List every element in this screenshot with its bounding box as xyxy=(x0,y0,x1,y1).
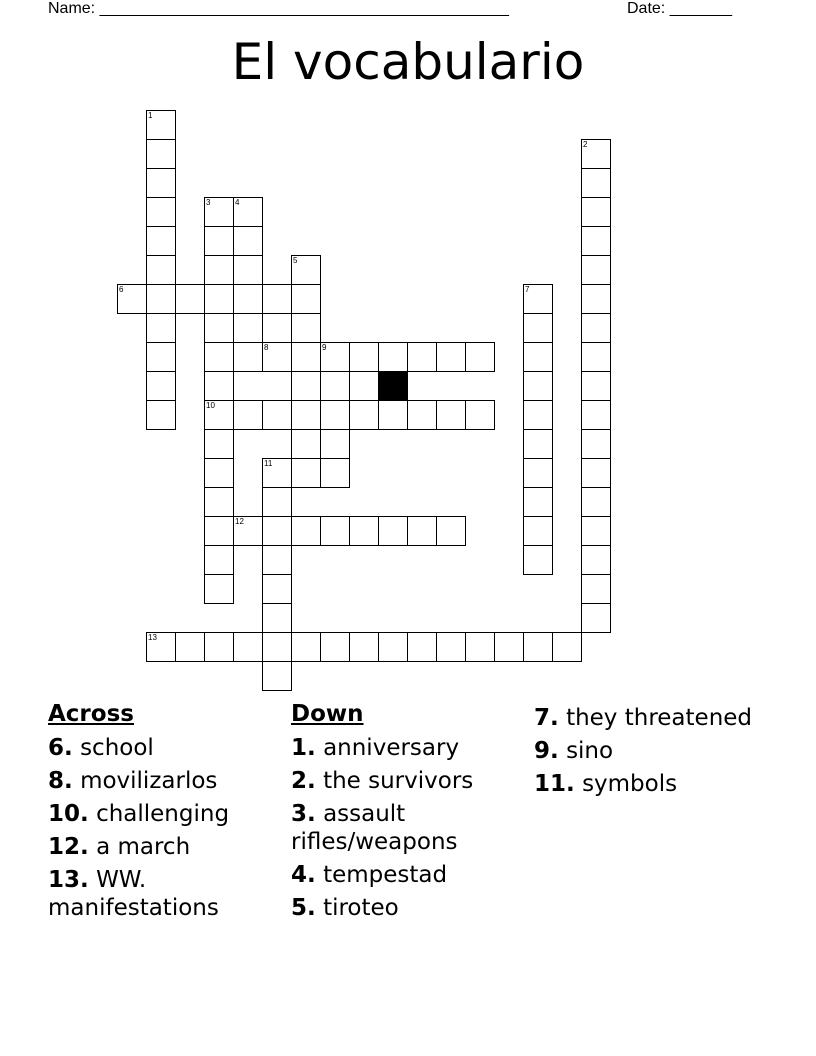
grid-cell[interactable] xyxy=(291,255,321,285)
grid-cell[interactable] xyxy=(262,574,292,604)
grid-cell[interactable] xyxy=(436,400,466,430)
down-clue xyxy=(534,737,774,765)
grid-cell[interactable] xyxy=(581,168,611,198)
clue-number: 5. xyxy=(291,895,316,921)
grid-cell[interactable] xyxy=(204,574,234,604)
grid-cell[interactable] xyxy=(233,400,263,430)
grid-cell[interactable] xyxy=(581,603,611,633)
grid-cell[interactable] xyxy=(291,458,321,488)
grid-cell[interactable] xyxy=(204,632,234,662)
across-clues xyxy=(48,700,288,927)
clue-number-label: 10 xyxy=(206,401,215,410)
grid-cell[interactable] xyxy=(204,255,234,285)
grid-cell[interactable] xyxy=(204,516,234,546)
grid-cell[interactable] xyxy=(436,516,466,546)
grid-cell[interactable] xyxy=(204,371,234,401)
grid-cell[interactable] xyxy=(204,342,234,372)
grid-cell[interactable] xyxy=(146,371,176,401)
clue-text: a march xyxy=(96,834,191,860)
grid-cell[interactable] xyxy=(523,342,553,372)
clue-text: tiroteo xyxy=(323,895,399,921)
grid-cell[interactable] xyxy=(581,284,611,314)
grid-cell[interactable] xyxy=(262,342,292,372)
black-square xyxy=(378,371,408,401)
grid-cell[interactable] xyxy=(146,168,176,198)
grid-cell[interactable] xyxy=(146,197,176,227)
grid-cell[interactable] xyxy=(436,342,466,372)
clue-number: 12. xyxy=(48,834,89,860)
clue-number-label: 9 xyxy=(322,343,327,352)
clue-number-label: 7 xyxy=(525,285,530,294)
clue-number: 9. xyxy=(534,738,559,764)
across-clue xyxy=(48,866,288,922)
grid-cell[interactable] xyxy=(436,632,466,662)
grid-cell[interactable] xyxy=(233,284,263,314)
grid-cell[interactable] xyxy=(378,342,408,372)
grid-cell[interactable] xyxy=(291,400,321,430)
grid-cell[interactable] xyxy=(233,255,263,285)
down-clue xyxy=(291,734,531,762)
clue-text: anniversary xyxy=(323,735,460,761)
grid-cell[interactable] xyxy=(407,342,437,372)
grid-cell[interactable] xyxy=(291,429,321,459)
grid-cell[interactable] xyxy=(291,284,321,314)
grid-cell[interactable] xyxy=(465,400,495,430)
grid-cell[interactable] xyxy=(523,313,553,343)
grid-cell[interactable] xyxy=(204,226,234,256)
grid-cell[interactable] xyxy=(320,371,350,401)
page-title: El vocabulario xyxy=(231,33,585,91)
grid-cell[interactable] xyxy=(465,342,495,372)
grid-cell[interactable] xyxy=(581,371,611,401)
clue-number-label: 5 xyxy=(293,256,298,265)
down-clue xyxy=(291,800,531,856)
clue-text: movilizarlos xyxy=(80,768,218,794)
grid-cell[interactable] xyxy=(233,632,263,662)
grid-cell[interactable] xyxy=(233,313,263,343)
grid-cell[interactable] xyxy=(233,226,263,256)
clue-text: sino xyxy=(566,738,614,764)
grid-cell[interactable] xyxy=(146,110,176,140)
grid-cell[interactable] xyxy=(349,516,379,546)
clue-number-label: 2 xyxy=(583,140,588,149)
grid-cell[interactable] xyxy=(175,284,205,314)
grid-cell[interactable] xyxy=(204,429,234,459)
clue-text: challenging xyxy=(96,801,230,827)
grid-cell[interactable] xyxy=(523,371,553,401)
grid-cell[interactable] xyxy=(204,197,234,227)
grid-cell[interactable] xyxy=(407,400,437,430)
clue-number: 10. xyxy=(48,801,89,827)
across-clue xyxy=(48,800,288,828)
grid-cell[interactable] xyxy=(523,487,553,517)
grid-cell[interactable] xyxy=(523,458,553,488)
date-field-label[interactable]: Date: _______ xyxy=(627,0,732,17)
down-clue xyxy=(291,861,531,889)
grid-cell[interactable] xyxy=(523,516,553,546)
grid-cell[interactable] xyxy=(581,429,611,459)
grid-cell[interactable] xyxy=(320,342,350,372)
grid-cell[interactable] xyxy=(407,516,437,546)
grid-cell[interactable] xyxy=(581,458,611,488)
clue-number: 13. xyxy=(48,867,89,893)
grid-cell[interactable] xyxy=(320,632,350,662)
clue-number: 7. xyxy=(534,705,559,731)
grid-cell[interactable] xyxy=(320,516,350,546)
clue-text: assault rifles/weapons xyxy=(291,801,458,855)
grid-cell[interactable] xyxy=(262,661,292,691)
across-clue xyxy=(48,833,288,861)
grid-cell[interactable] xyxy=(581,545,611,575)
grid-cell[interactable] xyxy=(581,255,611,285)
clue-number: 2. xyxy=(291,768,316,794)
across-heading: Across xyxy=(48,701,134,727)
grid-cell[interactable] xyxy=(581,197,611,227)
grid-cell[interactable] xyxy=(175,632,205,662)
grid-cell[interactable] xyxy=(523,632,553,662)
grid-cell[interactable] xyxy=(146,255,176,285)
down-clue xyxy=(291,767,531,795)
grid-cell[interactable] xyxy=(378,400,408,430)
clue-text: the survivors xyxy=(323,768,474,794)
grid-cell[interactable] xyxy=(581,516,611,546)
clue-number-label: 12 xyxy=(235,517,244,526)
clue-text: tempestad xyxy=(323,862,448,888)
clue-number-label: 11 xyxy=(264,459,273,468)
across-clue xyxy=(48,767,288,795)
clue-number-label: 6 xyxy=(119,285,124,294)
grid-cell[interactable] xyxy=(320,458,350,488)
grid-cell[interactable] xyxy=(349,632,379,662)
grid-cell[interactable] xyxy=(233,516,263,546)
clue-text: school xyxy=(80,735,154,761)
grid-cell[interactable] xyxy=(291,313,321,343)
clue-number: 3. xyxy=(291,801,316,827)
grid-cell[interactable] xyxy=(378,632,408,662)
grid-cell[interactable] xyxy=(204,284,234,314)
clue-number: 6. xyxy=(48,735,73,761)
grid-cell[interactable] xyxy=(378,516,408,546)
grid-cell[interactable] xyxy=(262,284,292,314)
clue-number-label: 8 xyxy=(264,343,269,352)
grid-cell[interactable] xyxy=(291,632,321,662)
grid-cell[interactable] xyxy=(146,284,176,314)
grid-cell[interactable] xyxy=(320,429,350,459)
clue-text: they threatened xyxy=(566,705,753,731)
grid-cell[interactable] xyxy=(349,400,379,430)
grid-cell[interactable] xyxy=(146,139,176,169)
clue-number: 11. xyxy=(534,771,575,797)
grid-cell[interactable] xyxy=(204,545,234,575)
down-clues xyxy=(291,700,531,927)
grid-cell[interactable] xyxy=(523,429,553,459)
grid-cell[interactable] xyxy=(407,632,437,662)
grid-cell[interactable] xyxy=(291,516,321,546)
clue-number-label: 13 xyxy=(148,633,157,642)
grid-cell[interactable] xyxy=(262,545,292,575)
down-clue xyxy=(291,894,531,922)
grid-cell[interactable] xyxy=(465,632,495,662)
across-clue xyxy=(48,734,288,762)
grid-cell[interactable] xyxy=(523,400,553,430)
grid-cell[interactable] xyxy=(523,284,553,314)
grid-cell[interactable] xyxy=(262,516,292,546)
grid-cell[interactable] xyxy=(146,226,176,256)
grid-cell[interactable] xyxy=(233,197,263,227)
clue-number: 8. xyxy=(48,768,73,794)
clue-text: symbols xyxy=(582,771,678,797)
grid-cell[interactable] xyxy=(581,139,611,169)
clue-number: 1. xyxy=(291,735,316,761)
grid-cell[interactable] xyxy=(117,284,147,314)
grid-cell[interactable] xyxy=(581,400,611,430)
grid-cell[interactable] xyxy=(262,603,292,633)
grid-cell[interactable] xyxy=(204,487,234,517)
name-field-label[interactable]: Name: ______________________________________________ xyxy=(48,0,509,17)
grid-cell[interactable] xyxy=(233,342,263,372)
grid-cell[interactable] xyxy=(146,342,176,372)
grid-cell[interactable] xyxy=(262,400,292,430)
grid-cell[interactable] xyxy=(494,632,524,662)
grid-cell[interactable] xyxy=(204,313,234,343)
grid-cell[interactable] xyxy=(204,400,234,430)
grid-cell[interactable] xyxy=(349,342,379,372)
clue-number-label: 3 xyxy=(206,198,211,207)
clue-number-label: 1 xyxy=(148,111,153,120)
grid-cell[interactable] xyxy=(581,226,611,256)
down-clue xyxy=(534,704,774,732)
clue-text: WW. manifestations xyxy=(48,867,219,921)
grid-cell[interactable] xyxy=(262,632,292,662)
down-heading: Down xyxy=(291,701,364,727)
grid-cell[interactable] xyxy=(581,487,611,517)
grid-cell[interactable] xyxy=(552,632,582,662)
grid-cell[interactable] xyxy=(146,632,176,662)
grid-cell[interactable] xyxy=(146,313,176,343)
clue-number: 4. xyxy=(291,862,316,888)
grid-cell[interactable] xyxy=(320,400,350,430)
grid-cell[interactable] xyxy=(146,400,176,430)
grid-cell[interactable] xyxy=(581,342,611,372)
grid-cell[interactable] xyxy=(523,545,553,575)
grid-cell[interactable] xyxy=(291,342,321,372)
grid-cell[interactable] xyxy=(262,487,292,517)
grid-cell[interactable] xyxy=(581,313,611,343)
down-clue xyxy=(534,770,774,798)
down-clues-continued xyxy=(534,704,774,803)
grid-cell[interactable] xyxy=(581,574,611,604)
grid-cell[interactable] xyxy=(204,458,234,488)
grid-cell[interactable] xyxy=(291,371,321,401)
grid-cell[interactable] xyxy=(262,458,292,488)
clue-number-label: 4 xyxy=(235,198,240,207)
